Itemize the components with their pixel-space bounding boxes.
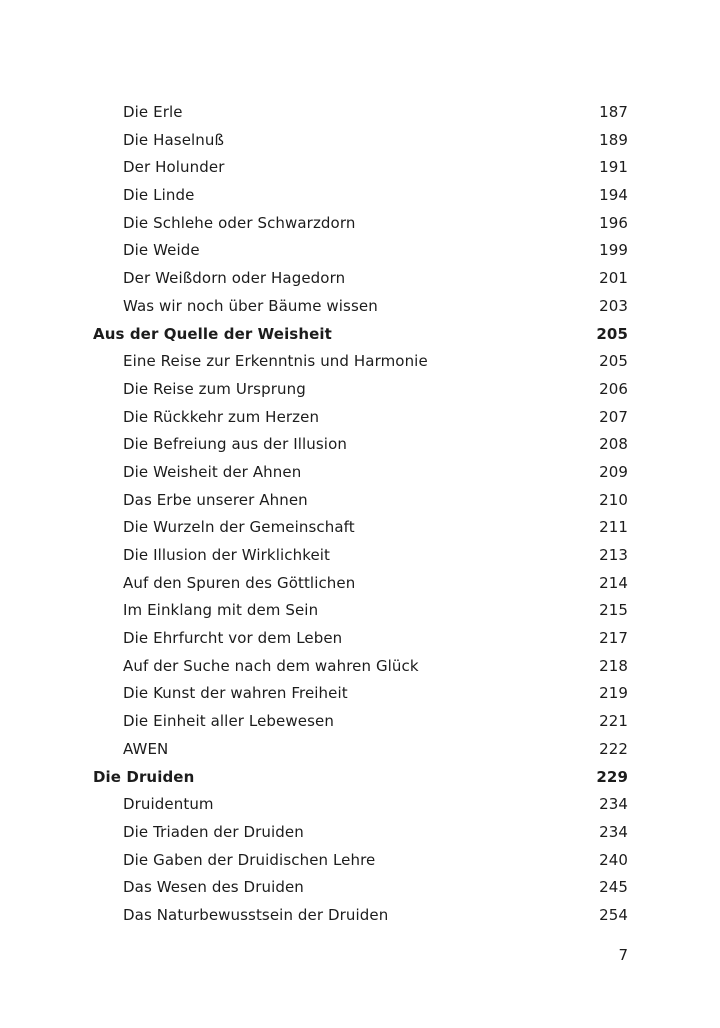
toc-entry-page: 189: [599, 130, 628, 149]
toc-entry-page: 217: [599, 629, 628, 648]
toc-entry: [93, 154, 628, 182]
toc-entry-title: Die Einheit aller Lebewesen: [123, 712, 334, 731]
toc-entry: [93, 182, 628, 210]
toc-entry-page: 208: [599, 435, 628, 454]
toc-entry-title: Die Erle: [123, 103, 183, 121]
toc-entry-page: 234: [599, 822, 628, 841]
toc-entry: [93, 874, 628, 902]
toc-entry: [93, 570, 628, 598]
toc-entry-title: Die Druiden: [93, 767, 195, 786]
toc-entry: [93, 708, 628, 736]
toc-entry-page: 245: [599, 878, 628, 897]
toc-section-entry: [93, 764, 628, 792]
toc-entry-title: Die Weide: [123, 241, 200, 260]
toc-entry: [93, 680, 628, 708]
toc-entry-title: Die Haselnuß: [123, 130, 225, 149]
toc-entry-page: 222: [599, 739, 628, 758]
toc-entry: [93, 293, 628, 321]
toc-entry: [93, 459, 628, 487]
toc-entry-title: Die Illusion der Wirklichkeit: [123, 546, 331, 564]
toc-entry: [93, 542, 628, 570]
toc-entry-title: Die Gaben der Druidischen Lehre: [123, 850, 376, 869]
toc-entry-title: Die Ehrfurcht vor dem Leben: [123, 629, 343, 648]
toc-entry-title: Die Wurzeln der Gemeinschaft: [123, 518, 355, 537]
toc-entry-title: Die Linde: [123, 186, 195, 205]
toc-entry-title: Die Befreiung aus der Illusion: [123, 435, 347, 454]
toc-entry-title: Aus der Quelle der Weisheit: [93, 324, 332, 343]
toc-entry: [93, 127, 628, 155]
toc-entry: [93, 431, 628, 459]
toc-entry-page: 207: [599, 407, 628, 426]
toc-entry-title: Die Schlehe oder Schwarzdorn: [123, 213, 356, 232]
toc-entry: [93, 625, 628, 653]
toc-entry-page: 205: [599, 352, 628, 371]
toc-entry: [93, 819, 628, 847]
toc-entry-page: 221: [599, 712, 628, 731]
toc-entry-title: Die Kunst der wahren Freiheit: [123, 684, 348, 703]
toc-entry-page: 254: [599, 905, 628, 924]
toc-entry-page: 210: [599, 490, 628, 509]
toc-entry-title: Die Reise zum Ursprung: [123, 379, 306, 398]
toc-entry: [93, 265, 628, 293]
toc-entry-page: 191: [599, 158, 628, 177]
toc-entry-page: 234: [599, 795, 628, 814]
toc-entry-title: Das Erbe unserer Ahnen: [123, 490, 308, 509]
toc-entry-title: Eine Reise zur Erkenntnis und Harmonie: [123, 352, 428, 371]
toc-entry-title: Auf den Spuren des Göttlichen: [123, 573, 356, 592]
toc-entry-title: Der Holunder: [123, 158, 225, 177]
toc-entry-page: 215: [599, 601, 628, 620]
toc-entry: [93, 653, 628, 681]
toc-entry-title: Im Einklang mit dem Sein: [123, 601, 319, 620]
toc-entry-title: AWEN: [123, 739, 169, 758]
toc-entry-title: Die Rückkehr zum Herzen: [123, 407, 320, 426]
toc-entry-title: Druidentum: [123, 795, 214, 814]
toc-entry-title: Der Weißdorn oder Hagedorn: [123, 269, 346, 288]
toc-entry-page: 209: [599, 462, 628, 481]
toc-entry-title: Das Wesen des Druiden: [123, 878, 304, 897]
toc-section-entry: [93, 321, 628, 349]
toc-entry-page: 229: [596, 767, 628, 786]
table-of-contents: [93, 99, 628, 930]
toc-entry-page: 201: [599, 269, 628, 288]
toc-entry: [93, 348, 628, 376]
toc-entry-title: Das Naturbewusstsein der Druiden: [123, 905, 389, 924]
toc-entry: [93, 902, 628, 930]
toc-entry-page: 203: [599, 296, 628, 315]
toc-entry-page: 218: [599, 656, 628, 675]
toc-entry: [93, 487, 628, 515]
toc-entry-page: 211: [599, 518, 628, 537]
toc-entry-page: 240: [599, 850, 628, 869]
toc-entry-title: Die Triaden der Druiden: [123, 822, 304, 841]
toc-entry-title: Auf der Suche nach dem wahren Glück: [123, 656, 419, 675]
toc-entry-title: Die Weisheit der Ahnen: [123, 462, 302, 481]
toc-entry-page: 206: [599, 379, 628, 398]
toc-entry: [93, 404, 628, 432]
toc-entry-page: 213: [599, 546, 628, 564]
toc-entry: [93, 376, 628, 404]
toc-entry: [93, 99, 628, 127]
page-number: 7: [618, 946, 628, 964]
toc-entry: [93, 791, 628, 819]
toc-entry-page: 205: [596, 324, 628, 343]
toc-entry-page: 199: [599, 241, 628, 260]
toc-entry-page: 214: [599, 573, 628, 592]
toc-entry: [93, 210, 628, 238]
toc-entry-page: 219: [599, 684, 628, 703]
toc-entry: [93, 736, 628, 764]
toc-entry-page: 196: [599, 213, 628, 232]
toc-entry-page: 187: [599, 103, 628, 121]
toc-entry-title: Was wir noch über Bäume wissen: [123, 296, 378, 315]
toc-entry: [93, 847, 628, 875]
toc-entry: [93, 237, 628, 265]
toc-entry: [93, 597, 628, 625]
toc-entry-page: 194: [599, 186, 628, 205]
toc-entry: [93, 514, 628, 542]
